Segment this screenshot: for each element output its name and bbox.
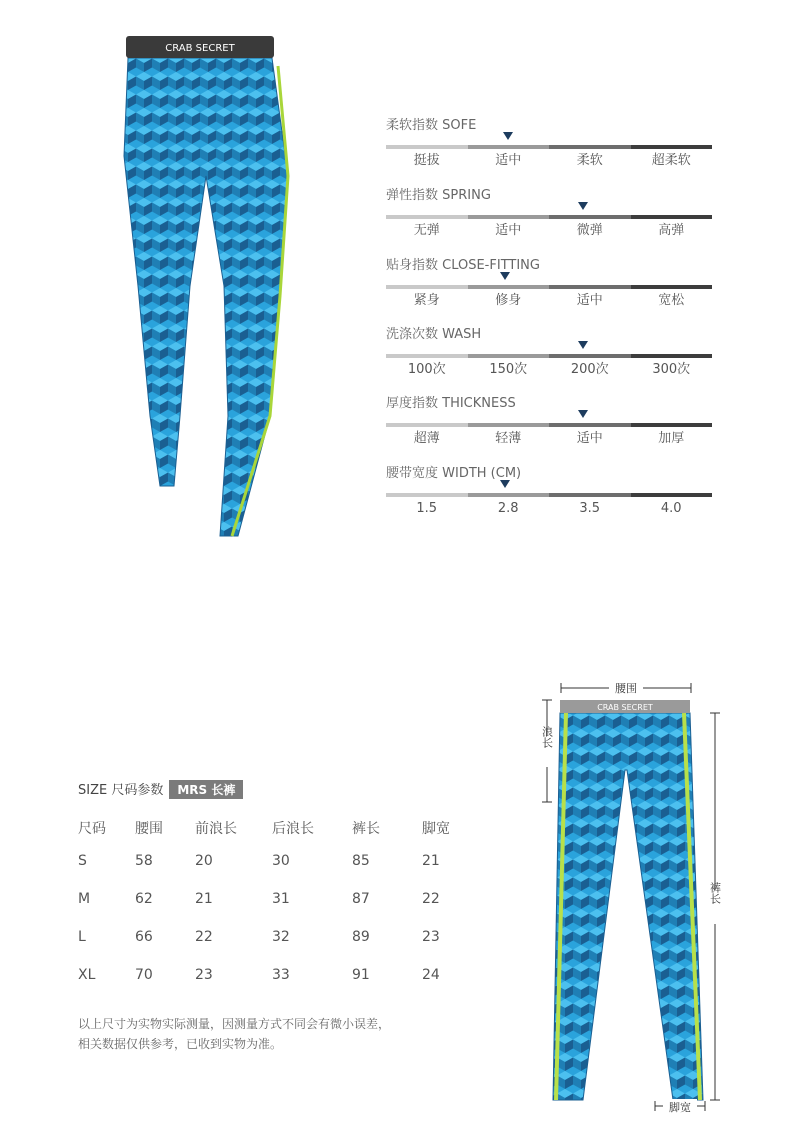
scale-marker-icon <box>500 480 510 488</box>
table-row <box>78 918 462 956</box>
rise-label: 浪长 <box>540 726 554 748</box>
index-title: 腰带宽度 WIDTH (CM) <box>386 466 522 481</box>
index-labels <box>386 152 712 169</box>
table-cell: 87 <box>352 891 370 907</box>
index-label: 超柔软 <box>651 153 691 168</box>
index-label: 适中 <box>495 223 522 238</box>
table-cell: 31 <box>272 891 290 907</box>
index-label: 宽松 <box>658 293 685 308</box>
table-row <box>78 842 462 880</box>
index-label: 100次 <box>407 362 446 377</box>
measurement-diagram <box>525 675 740 1120</box>
header-cell: 腰围 <box>135 821 163 837</box>
table-cell: 22 <box>422 891 440 907</box>
index-label: 高弹 <box>658 223 685 238</box>
table-cell: 22 <box>195 929 213 945</box>
table-cell: 91 <box>352 967 370 983</box>
scale-segment <box>468 493 550 497</box>
scale-segment <box>631 145 713 149</box>
scale-segment <box>549 493 631 497</box>
index-title: 洗涤次数 WASH <box>386 327 482 342</box>
size-note <box>78 1014 438 1054</box>
table-cell: 21 <box>195 891 213 907</box>
index-row <box>386 187 712 239</box>
index-title: 贴身指数 CLOSE-FITTING <box>386 258 540 273</box>
index-label: 适中 <box>576 293 603 308</box>
scale-segment <box>468 354 550 358</box>
index-label: 柔软 <box>576 153 603 168</box>
index-row <box>386 117 712 169</box>
index-scale-bar <box>386 285 712 289</box>
table-row <box>78 956 462 994</box>
scale-segment <box>631 493 713 497</box>
scale-segment <box>468 215 550 219</box>
index-label: 挺拔 <box>413 153 440 168</box>
header-cell: 脚宽 <box>422 821 450 837</box>
table-cell: 33 <box>272 967 290 983</box>
brand-logo: CRAB SECRET <box>597 703 653 712</box>
brand-logo: CRAB SECRET <box>165 43 235 54</box>
table-cell: L <box>78 929 86 945</box>
index-label: 1.5 <box>416 501 438 516</box>
scale-segment <box>549 285 631 289</box>
scale-marker-icon <box>578 410 588 418</box>
index-labels <box>386 430 712 447</box>
scale-segment <box>468 145 550 149</box>
index-row <box>386 326 712 378</box>
scale-segment <box>386 145 468 149</box>
header-cell: 尺码 <box>78 821 106 837</box>
index-row <box>386 395 712 447</box>
table-cell: 62 <box>135 891 153 907</box>
scale-segment <box>549 354 631 358</box>
scale-segment <box>468 285 550 289</box>
index-title: 厚度指数 THICKNESS <box>386 396 516 411</box>
index-label: 超薄 <box>413 431 440 446</box>
table-cell: M <box>78 891 91 907</box>
scale-segment <box>549 215 631 219</box>
scale-segment <box>386 215 468 219</box>
table-cell: 70 <box>135 967 153 983</box>
index-label: 修身 <box>495 293 522 308</box>
index-label: 轻薄 <box>495 431 522 446</box>
table-cell: 21 <box>422 853 440 869</box>
index-label: 紧身 <box>413 293 440 308</box>
scale-segment <box>631 285 713 289</box>
index-label: 无弹 <box>413 223 440 238</box>
index-row <box>386 465 712 517</box>
scale-segment <box>631 354 713 358</box>
index-scale-bar <box>386 354 712 358</box>
scale-marker-icon <box>578 202 588 210</box>
scale-segment <box>631 423 713 427</box>
note-line: 以上尺寸为实物实际测量，因测量方式不同会有微小误差， <box>78 1017 391 1031</box>
header-cell: 后浪长 <box>272 821 314 837</box>
index-label: 200次 <box>570 362 609 377</box>
scale-segment <box>386 285 468 289</box>
index-scale-bar <box>386 145 712 149</box>
waist-label: 腰围 <box>615 682 637 695</box>
table-cell: S <box>78 853 87 869</box>
index-label: 加厚 <box>658 431 685 446</box>
index-label: 微弹 <box>576 223 603 238</box>
hem-label: 脚宽 <box>669 1101 691 1114</box>
table-cell: 20 <box>195 853 213 869</box>
index-scale-bar <box>386 423 712 427</box>
index-scale-bar <box>386 215 712 219</box>
scale-marker-icon <box>578 341 588 349</box>
table-cell: XL <box>78 967 96 983</box>
index-label: 2.8 <box>497 501 519 516</box>
index-labels <box>386 222 712 239</box>
table-cell: 66 <box>135 929 153 945</box>
scale-segment <box>468 423 550 427</box>
index-label: 适中 <box>495 153 522 168</box>
header-cell: 前浪长 <box>195 821 237 837</box>
scale-segment <box>386 493 468 497</box>
table-cell: 24 <box>422 967 440 983</box>
size-table-header <box>78 814 462 842</box>
index-label: 4.0 <box>660 501 682 516</box>
index-scale-bar <box>386 493 712 497</box>
scale-segment <box>631 215 713 219</box>
product-photo <box>120 36 300 541</box>
index-title: 弹性指数 SPRING <box>386 188 491 203</box>
size-badge: MRS 长裤 <box>169 780 243 799</box>
index-label: 适中 <box>576 431 603 446</box>
size-heading <box>78 779 243 799</box>
index-labels <box>386 500 712 517</box>
table-cell: 30 <box>272 853 290 869</box>
table-row <box>78 880 462 918</box>
header-cell: 裤长 <box>352 821 380 837</box>
table-cell: 85 <box>352 853 370 869</box>
index-label: 3.5 <box>579 501 601 516</box>
index-label: 300次 <box>652 362 691 377</box>
scale-marker-icon <box>503 132 513 140</box>
table-cell: 58 <box>135 853 153 869</box>
length-label: 裤长 <box>708 882 722 904</box>
scale-segment <box>549 423 631 427</box>
scale-marker-icon <box>500 272 510 280</box>
scale-segment <box>549 145 631 149</box>
size-heading-text: SIZE 尺码参数 <box>78 783 164 798</box>
scale-segment <box>386 354 468 358</box>
size-table <box>78 814 462 994</box>
note-line: 相关数据仅供参考，已收到实物为准。 <box>78 1037 283 1051</box>
table-cell: 23 <box>195 967 213 983</box>
index-row <box>386 257 712 309</box>
index-labels <box>386 292 712 309</box>
table-cell: 32 <box>272 929 290 945</box>
table-cell: 23 <box>422 929 440 945</box>
index-label: 150次 <box>489 362 528 377</box>
index-labels <box>386 361 712 378</box>
index-title: 柔软指数 SOFE <box>386 118 477 133</box>
scale-segment <box>386 423 468 427</box>
table-cell: 89 <box>352 929 370 945</box>
